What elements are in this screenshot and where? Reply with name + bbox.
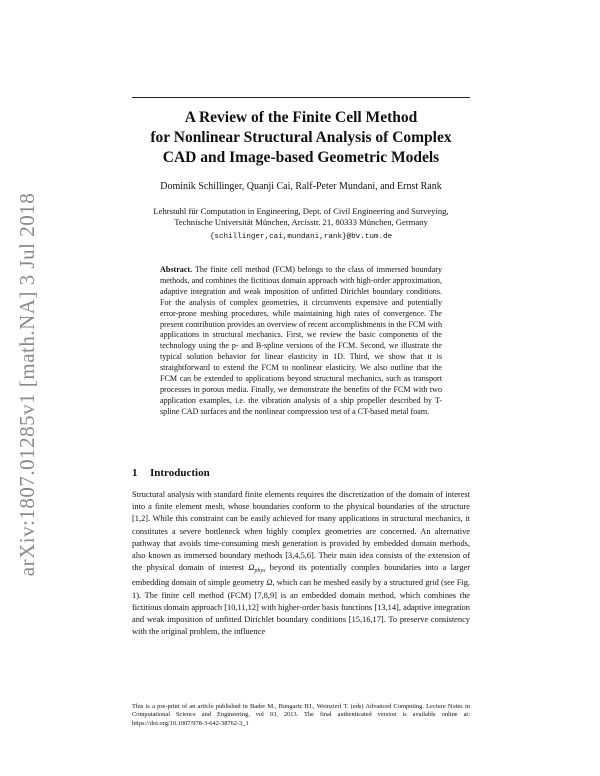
- section-number: 1: [132, 467, 138, 479]
- body-text-2: beyond its potentially complex boundaries into a larger embedding domain of simple geometry: [132, 563, 471, 588]
- introduction-paragraph: [132, 489, 470, 638]
- body-text-1: Structural analysis with standard finite elements requires the discretization of the domain of interest into a finite element mesh, whose boundaries conform to the physical boundaries of the structure [1,2]. While this constraint can be easily achieved for many applications in structural mechanics, it constitutes a severe bottleneck when highly complex geometries are concerned. An alternative pathway that avoids time-consuming mesh generation is provided by embedded domain methods, also known as immersed boundary methods [3,4,5,6]. Their main idea consists of the extension of the physical domain of interest: [132, 490, 470, 573]
- abstract: [160, 265, 442, 418]
- author-emails: {schillinger,cai,mundani,rank}@bv.tum.de: [209, 233, 393, 241]
- omega-phys-subscript: phys: [254, 568, 266, 575]
- affiliation-line-1: Lehrstuhl für Computation in Engineering, Dept. of Civil Engineering and Surveying,: [153, 206, 449, 216]
- abstract-label: Abstract.: [160, 265, 193, 274]
- footnote: This is a pre-print of an article published in Bader M., Bungartz HJ., Weinzierl T. (eds) Advanced Computing. Lecture Notes in Computational Science and Engineering, vol 93, 2013. The final authenticated version is available online at: https://doi.org/10.1007/978-3-642-38762-3_1: [132, 703, 470, 727]
- title-line-1: A Review of the Finite Cell Method: [184, 109, 418, 126]
- arxiv-identifier: arXiv:1807.01285v1 [math.NA] 3 Jul 2018: [15, 192, 40, 576]
- omega-symbol: Ω: [266, 578, 273, 588]
- abstract-text: The finite cell method (FCM) belongs to the class of immersed boundary methods, and combines the fictitious domain approach with high-order approximation, adaptive integration and weak imposition of unfitted Dirichlet boundary conditions. For the analysis of complex geometries, it circumvents expensive and potentially error-prone meshing procedures, while maintaining high rates of convergence. The present contribution provides an overview of recent accomplishments in the FCM with applications in structural mechanics. First, we review the basic components of the technology using the p- and B-spline versions of the FCM. Second, we illustrate the typical solution behavior for linear elasticity in 1D. Third, we show that it is straightforward to extend the FCM to nonlinear elasticity. We also outline that the FCM can be extended to applications beyond structural mechanics, such as transport processes in porous media. Finally, we demonstrate the benefits of the FCM with two application examples, i.e. the vibration analysis of a ship propeller described by T-spline CAD surfaces and the nonlinear compression test of a CT-based metal foam.: [160, 265, 442, 416]
- affiliation-line-2: Technische Universität München, Arcisstr. 21, 80333 München, Germany: [174, 217, 428, 227]
- body-text-3: , which can be meshed easily by a structured grid (see Fig. 1). The finite cell method (FCM) [7,8,9] is an embedded domain method, which combines the fictitious domain approach [10,11,12] with higher-order basis functions [13,14], adaptive integration and weak imposition of unfitted Dirichlet boundary conditions [15,16,17]. To preserve consistency with the original problem, the influence: [132, 578, 471, 637]
- affiliation: [132, 206, 470, 228]
- author-list: Dominik Schillinger, Quanji Cai, Ralf-Peter Mundani, and Ernst Rank: [160, 181, 442, 192]
- section-heading: [132, 466, 470, 480]
- introduction-body: [132, 489, 470, 638]
- title-line-2: for Nonlinear Structural Analysis of Complex: [150, 129, 452, 146]
- arxiv-sidebar: [8, 186, 48, 582]
- paper-title: [132, 108, 470, 168]
- title-line-3: CAD and Image-based Geometric Models: [162, 149, 440, 166]
- title-rule: [132, 97, 470, 98]
- omega-phys-symbol: Ω: [248, 563, 255, 573]
- section-title: Introduction: [150, 467, 210, 479]
